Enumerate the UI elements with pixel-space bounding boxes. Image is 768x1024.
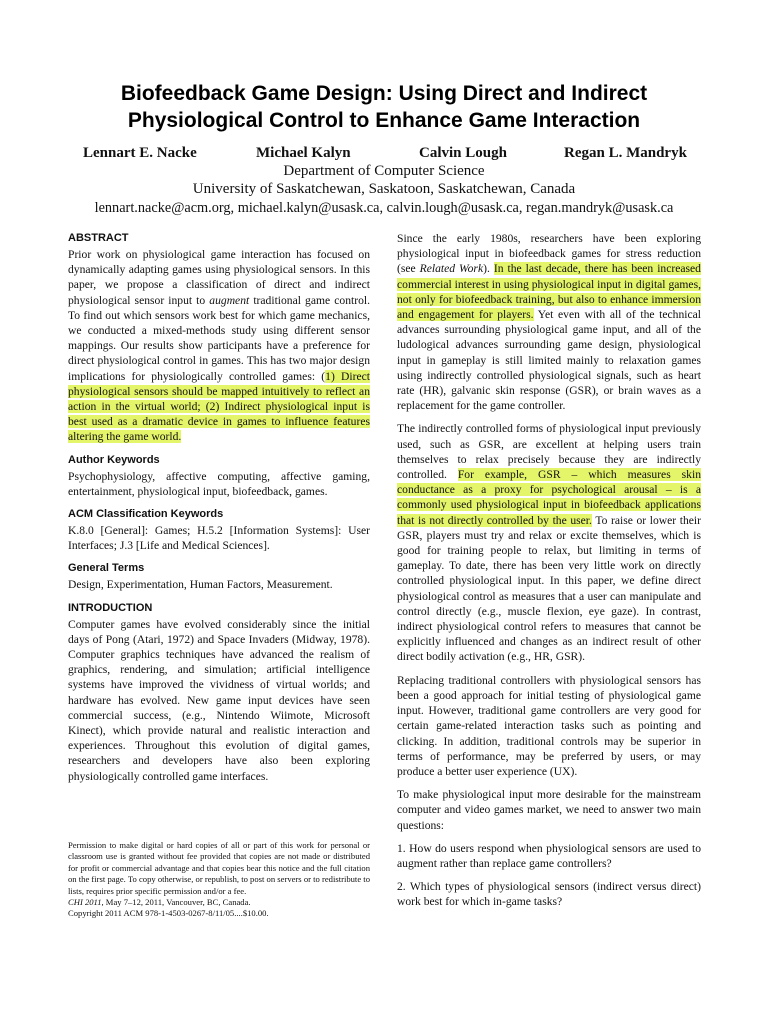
paragraph-indirect: The indirectly controlled forms of physiological input previously used, such as GSR, are excellent at helping users train themselves to relax precisely because they are indirectly controlled. For example, GSR – which measures skin conductance as a proxy for psychological arousal – is a commonly used physiological input in biofeedback applications that is not directly controlled by the user. To raise or lower their GSR, players must try and relax or excite themselves, which is good for training people to relax, but limiting in terms of gameplay. To date, there has been very little work on directly controlled physiological input. In this paper, we define direct physiological control as measures that a user can manipulate and control directly (e.g., muscle flexion, eye gaze). In contrast, indirect physiological control refers to measures that cannot be explicitly influenced and changes as an indirect result of other direct bodily activation (e.g., HR, GSR). xyxy=(397,422,701,664)
conference-line: CHI 2011, May 7–12, 2011, Vancouver, BC, Canada. xyxy=(68,897,251,908)
question-2: 2. Which types of physiological sensors (indirect versus direct) work best for which in-game tasks? xyxy=(397,880,701,909)
general-terms-heading: General Terms xyxy=(68,562,145,575)
abstract-paragraph: Prior work on physiological game interaction has focused on dynamically adapting games using physiological sensors. In this paper, we propose a classification of direct and indirect physiological sensor input to augment traditional game control. To find out which sensors work best for which game mechanics, we conducted a mixed-methods study using different sensor mappings. Our results show participants have a preference for direct physiological control in games. This has two major design implications for physiologically controlled games: (1) Direct physiological sensors should be mapped intuitively to reflect an action in the virtual world; (2) Indirect physiological input is best used as a dramatic device in games to influence features altering the game world. xyxy=(68,248,370,444)
right-column xyxy=(397,231,701,918)
permission-block xyxy=(68,840,370,920)
author-mandryk: Regan L. Mandryk xyxy=(564,145,687,161)
acm-heading: ACM Classification Keywords xyxy=(68,508,224,521)
acm-text: K.8.0 [General]: Games; H.5.2 [Information Systems]: User Interfaces; J.3 [Life and Medical Sciences]. xyxy=(68,524,370,553)
general-terms-text: Design, Experimentation, Human Factors, Measurement. xyxy=(68,578,333,592)
paragraph-questions-intro: To make physiological input more desirable for the mainstream computer and video games market, we need to answer two main questions: xyxy=(397,788,701,832)
permission-text: Permission to make digital or hard copies of all or part of this work for personal or classroom use is granted without fee provided that copies are not made or distributed for profit or commercial advantage and that copies bear this notice and the full citation on the first page. To copy otherwise, or republish, to post on servers or to redistribute to lists, requires prior specific permission and/or a fee. xyxy=(68,840,370,896)
abstract-heading: ABSTRACT xyxy=(68,232,129,244)
author-lough: Calvin Lough xyxy=(419,145,507,161)
paper-title xyxy=(40,80,728,134)
title-line-1: Biofeedback Game Design: Using Direct and Indirect xyxy=(120,82,648,105)
paragraph-history: Since the early 1980s, researchers have been exploring physiological input in biofeedback games for stress reduction (see Related Work). In the last decade, there has been increased commercial interest in using physiological input in digital games, not only for biofeedback training, but also to enhance immersion and engagement for players. Yet even with all of the technical advances surrounding physiological game input, and all of the ludological advances surrounding game design, physiological input in gameplay is still limited mainly to relaxation games using indirectly controlled physiological signals, such as heart rate (HR), galvanic skin response (GSR), or brain waves as a replacement for the game controller. xyxy=(397,232,702,413)
author-kalyn: Michael Kalyn xyxy=(256,145,351,161)
affiliation-emails: lennart.nacke@acm.org, michael.kalyn@usask.ca, calvin.lough@usask.ca, regan.mandryk@usask.ca xyxy=(94,200,674,216)
keywords-heading: Author Keywords xyxy=(68,453,160,466)
affiliation-university: University of Saskatchewan, Saskatoon, Saskatchewan, Canada xyxy=(192,181,576,197)
highlight: 1) Direct physiological sensors should be mapped intuitively to reflect an action in the virtual world; (2) Indirect physiological input is best used as a dramatic device in games to influence features altering the game world. xyxy=(68,369,370,444)
title-line-2: Physiological Control to Enhance Game Interaction xyxy=(127,109,641,132)
introduction-heading: INTRODUCTION xyxy=(68,601,153,614)
copyright-line: Copyright 2011 ACM 978-1-4503-0267-8/11/05....$10.00. xyxy=(68,908,269,919)
keywords-text: Psychophysiology, affective computing, affective gaming, entertainment, physiological input, biofeedback, games. xyxy=(68,469,370,498)
highlight: In the last decade, there has been increased commercial interest in using physiological input in digital games, not only for biofeedback training, but also to enhance immersion and engagement for players. xyxy=(397,262,701,322)
affiliation-dept: Department of Computer Science xyxy=(283,163,485,179)
paragraph-controllers: Replacing traditional controllers with physiological sensors has been a good approach for initial testing of physiological game input. However, traditional game controllers are very good for certain game-related interaction tasks such as pointing and clicking. In addition, traditional controls may be superior in terms of performance, may be preferred by users, or may produce a better user experience (UX). xyxy=(397,673,701,778)
question-1: 1. How do users respond when physiological sensors are used to augment rather than replace game controllers? xyxy=(397,841,701,870)
left-column xyxy=(68,231,370,792)
introduction-paragraph: Computer games have evolved considerably since the initial days of Pong (Atari, 1972) and Space Invaders (Midway, 1978). Computer graphics techniques have advanced the realism of graphics, rendering, and simulation; artificial intelligence systems have improved the vividness of virtual worlds; and hardware has evolved. New game input devices have seen commercial success, (e.g., Nintendo Wiimote, Microsoft Kinect), which provide natural and realistic interaction and experiences. Throughout this evolution of digital games, researchers and developers have also been exploring physiologically controlled game interfaces. xyxy=(68,617,370,783)
author-nacke: Lennart E. Nacke xyxy=(83,145,197,161)
highlight: For example, GSR – which measures skin conductance as a proxy for psychological arousal – is a commonly used physiological input in biofeedback applications that is not directly controlled by the user. xyxy=(397,468,701,527)
